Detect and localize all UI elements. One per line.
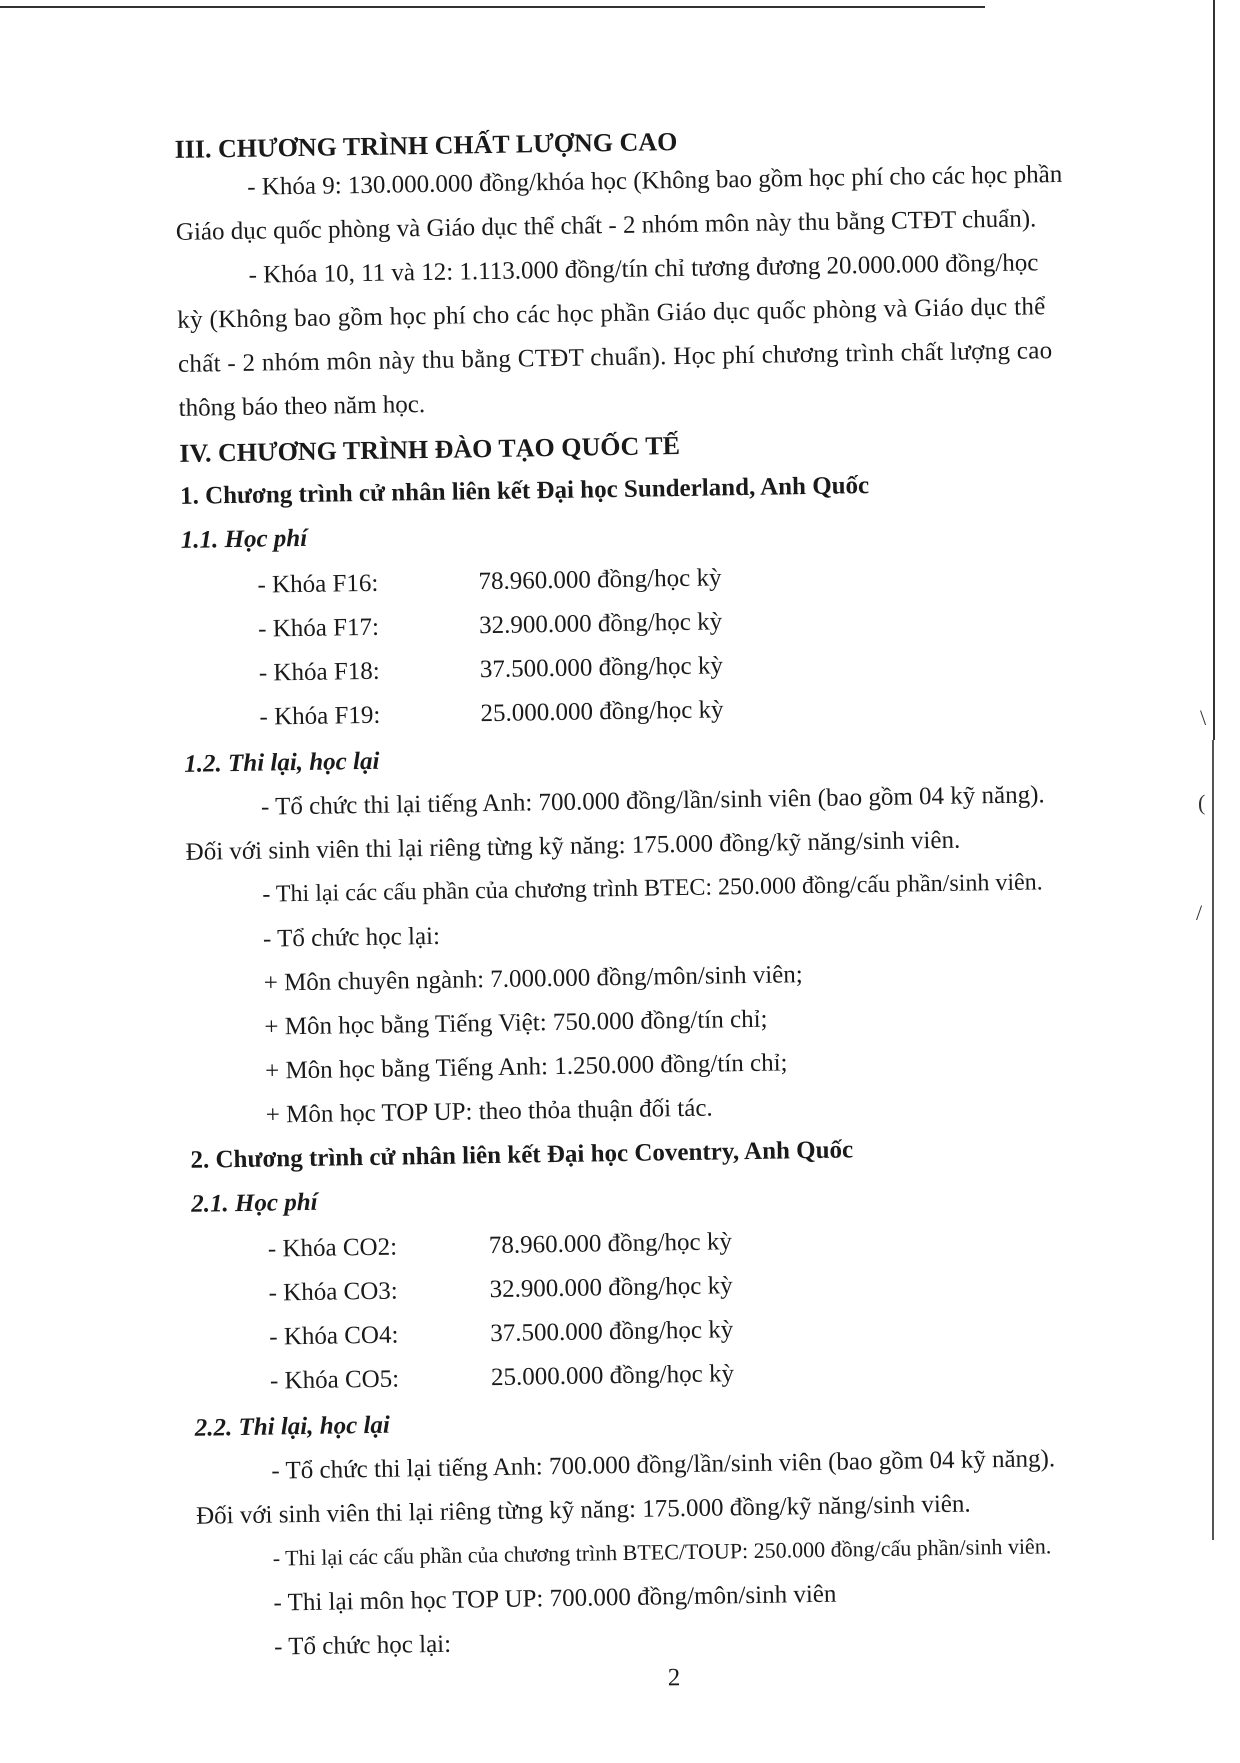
paragraph-line: - Khóa 9: 130.000.000 đồng/khóa học (Không bao gồm học phí cho các học phần (247, 160, 1063, 201)
program-1-fees-heading: 1.1. Học phí (180, 524, 308, 554)
retake-line: Đối với sinh viên thi lại riêng từng kỹ năng: 175.000 đồng/kỹ năng/sinh viên. (195, 1490, 971, 1530)
retake-line: + Môn học TOP UP: theo thỏa thuận đối tác. (265, 1094, 713, 1129)
fee-label: - Khóa F18: (258, 657, 380, 687)
fee-value: 37.500.000 đồng/học kỳ (479, 652, 724, 684)
fee-label: - Khóa F16: (257, 569, 379, 599)
program-2-retake-heading: 2.2. Thi lại, học lại (194, 1411, 391, 1442)
fee-label: - Khóa CO3: (268, 1277, 398, 1307)
fee-value: 25.000.000 đồng/học kỳ (480, 696, 724, 728)
retake-line: + Môn học bằng Tiếng Việt: 750.000 đồng/tín chỉ; (264, 1005, 768, 1041)
paragraph-line: thông báo theo năm học. (178, 391, 426, 422)
retake-line: Đối với sinh viên thi lại riêng từng kỹ năng: 175.000 đồng/kỹ năng/sinh viên. (185, 826, 961, 866)
paragraph-line: kỳ (Không bao gồm học phí cho các học phần Giáo dục quốc phòng và Giáo dục thể (177, 293, 1046, 334)
retake-line: + Môn chuyên ngành: 7.000.000 đồng/môn/sinh viên; (263, 961, 803, 997)
retake-line: - Thi lại các cấu phần của chương trình BTEC/TOUP: 250.000 đồng/cấu phần/sinh viên. (272, 1533, 1052, 1571)
stamp-mark: \ (1200, 705, 1207, 730)
stamp-mark: ( (1198, 790, 1206, 815)
program-2-title: 2. Chương trình cử nhân liên kết Đại học Coventry, Anh Quốc (190, 1136, 854, 1174)
fee-value: 32.900.000 đồng/học kỳ (478, 608, 723, 640)
paragraph-line: chất - 2 nhóm môn này thu bằng CTĐT chuẩn). Học phí chương trình chất lượng cao (177, 337, 1053, 378)
paragraph-line: - Khóa 10, 11 và 12: 1.113.000 đồng/tín chỉ tương đương 20.000.000 đồng/học (248, 249, 1039, 289)
page-number: 2 (667, 1664, 681, 1692)
fee-value: 32.900.000 đồng/học kỳ (489, 1272, 733, 1304)
fee-label: - Khóa F19: (259, 701, 381, 731)
program-1-retake-heading: 1.2. Thi lại, học lại (184, 747, 380, 778)
fee-label: - Khóa CO2: (267, 1233, 398, 1263)
fee-value: 78.960.000 đồng/học kỳ (478, 564, 722, 596)
retake-line: - Tổ chức thi lại tiếng Anh: 700.000 đồng/lần/sinh viên (bao gồm 04 kỹ năng). (260, 781, 1045, 821)
section-4-heading: IV. CHƯƠNG TRÌNH ĐÀO TẠO QUỐC TẾ (179, 431, 681, 468)
retake-line: - Tổ chức thi lại tiếng Anh: 700.000 đồng/lần/sinh viên (bao gồm 04 kỹ năng). (271, 1445, 1056, 1485)
fee-value: 25.000.000 đồng/học kỳ (490, 1360, 735, 1392)
retake-line: - Tổ chức học lại: (262, 922, 441, 953)
retake-line: - Thi lại các cấu phần của chương trình BTEC: 250.000 đồng/cấu phần/sinh viên. (262, 869, 1043, 908)
fee-value: 37.500.000 đồng/học kỳ (490, 1316, 734, 1348)
paragraph-line: Giáo dục quốc phòng và Giáo dục thể chất - 2 nhóm môn này thu bằng CTĐT chuẩn). (175, 205, 1037, 246)
program-1-title: 1. Chương trình cử nhân liên kết Đại học Sunderland, Anh Quốc (179, 472, 870, 510)
retake-line: - Tổ chức học lại: (273, 1630, 452, 1661)
fee-label: - Khóa CO4: (269, 1321, 399, 1351)
program-2-fees-heading: 2.1. Học phí (190, 1188, 318, 1218)
stamp-mark: / (1196, 900, 1203, 925)
retake-line: - Thi lại môn học TOP UP: 700.000 đồng/môn/sinh viên (273, 1580, 837, 1617)
fee-label: - Khóa F17: (257, 613, 380, 643)
section-3-heading: III. CHƯƠNG TRÌNH CHẤT LƯỢNG CAO (174, 127, 678, 164)
fee-label: - Khóa CO5: (269, 1365, 400, 1395)
fee-value: 78.960.000 đồng/học kỳ (488, 1228, 733, 1260)
retake-line: + Môn học bằng Tiếng Anh: 1.250.000 đồng/tín chỉ; (264, 1049, 788, 1085)
